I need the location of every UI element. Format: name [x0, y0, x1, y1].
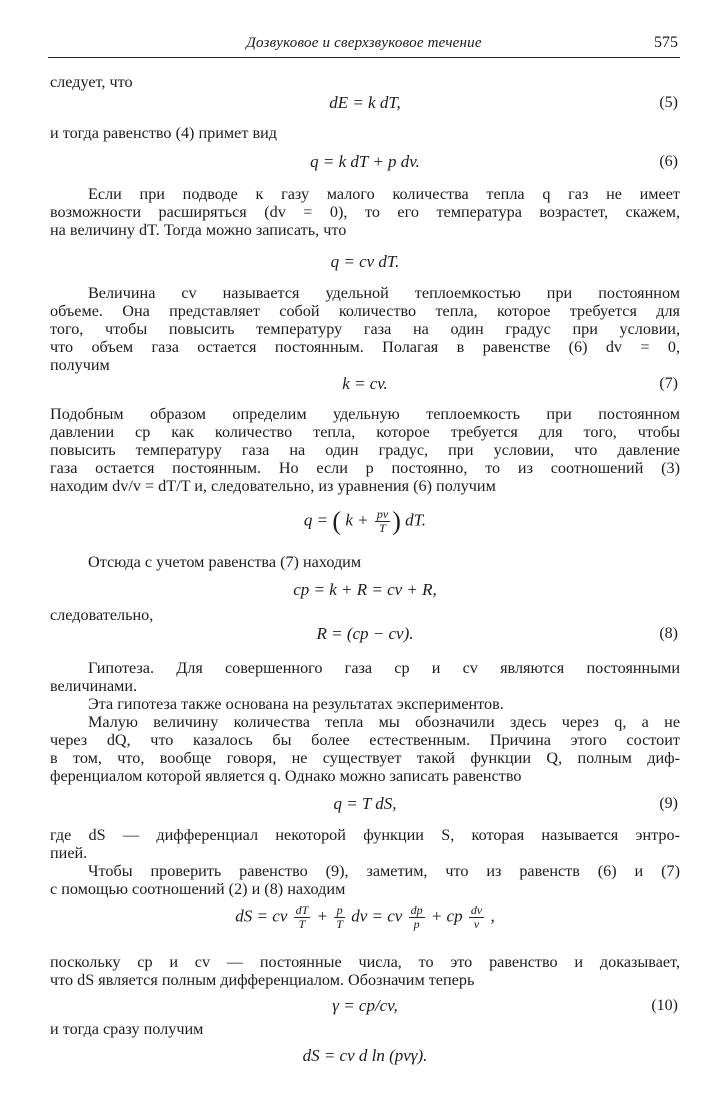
paragraph: [50, 284, 680, 374]
text-line: следует, что: [50, 73, 133, 91]
text-line: что объем газа остается постоянным. Полагая в равенстве (6) dv = 0,: [50, 338, 680, 356]
equation-8: [50, 622, 680, 648]
formula-part: +: [316, 906, 329, 926]
formula: cp = k + R = cv + R,: [293, 580, 437, 599]
text-line: [50, 73, 680, 91]
formula-part: dT.: [405, 510, 427, 530]
formula-part: dv = cv: [351, 906, 403, 926]
paragraph: [50, 826, 680, 862]
equation-last: [50, 1044, 680, 1070]
text-line: Чтобы проверить равенство (9), заметим, что из равенств (6) и (7): [88, 862, 680, 880]
formula: [50, 508, 680, 535]
numerator: p: [334, 904, 345, 918]
text-line: величинами.: [50, 677, 138, 695]
text-line: Малую величину количества тепла мы обозначили здесь через q, а не: [88, 713, 680, 731]
formula-part: + cp: [430, 906, 463, 926]
fraction: [294, 904, 311, 931]
formula-part: ,: [490, 906, 495, 926]
paren-open: (: [332, 506, 342, 536]
denominator: p: [413, 917, 420, 931]
paren-close: ): [392, 506, 401, 536]
formula: dS = cv d ln (pvγ).: [302, 1046, 428, 1065]
text-line: где dS — дифференциал некоторой функции S, которая называется энтро-: [50, 826, 680, 844]
text-line: Эта гипотеза также основана на результатах экспериментов.: [88, 695, 504, 713]
numerator: dT: [295, 903, 309, 917]
formula-part: dS = cv: [235, 906, 288, 926]
equation-ds: [50, 898, 680, 938]
denominator: T: [336, 917, 343, 931]
denominator: T: [379, 521, 386, 535]
paragraph: [50, 659, 680, 695]
formula: q = k dT + p dv.: [310, 152, 420, 171]
text-line: Величина cv называется удельной теплоемкостью при постоянном: [88, 284, 680, 302]
text-line: с помощью соотношений (2) и (8) находим: [50, 880, 346, 898]
numerator: dv: [470, 903, 483, 917]
text-line: давлении cp как количество тепла, которое требуется для того, чтобы: [50, 423, 680, 441]
equation-7: [50, 372, 680, 398]
equation-number: (5): [659, 94, 678, 111]
fraction: [334, 904, 345, 931]
text-line: повысить температуру газа на один градус, при условии, что давление: [50, 441, 680, 459]
text-line: находим dv/v = dT/T и, следовательно, из уравнения (6) получим: [50, 477, 496, 495]
paragraph: [50, 405, 680, 495]
text-line: ференциалом которой является q. Однако можно записать равенство: [50, 767, 522, 785]
equation-cv: [50, 250, 680, 276]
paragraph: [50, 553, 680, 571]
denominator: T: [298, 917, 306, 931]
paragraph: [50, 185, 680, 239]
formula-part: q =: [303, 510, 333, 530]
numerator: dp: [410, 903, 423, 917]
equation-9: [50, 792, 680, 818]
formula: R = (cp − cv).: [316, 624, 414, 643]
running-title: Дозвуковое и сверхзвуковое течение: [246, 35, 482, 51]
page-number: 575: [654, 34, 678, 51]
paragraph: [50, 713, 680, 785]
equation-number: (9): [659, 795, 678, 812]
text-line: объеме. Она представляет собой количество тепла, которое требуется для: [50, 302, 680, 320]
text-line: поскольку cp и cv — постоянные числа, то это равенство и доказывает,: [50, 953, 680, 971]
formula: q = T dS,: [333, 794, 397, 813]
text-line: на величину dT. Тогда можно записать, что: [50, 221, 347, 239]
text-line: и тогда равенство (4) примет вид: [50, 124, 278, 142]
equation-cp: [50, 578, 680, 604]
equation-6: [50, 150, 680, 176]
equation-q-cp: [50, 502, 680, 542]
formula: dE = k dT,: [329, 93, 401, 112]
fraction: [375, 508, 390, 535]
formula: q = cv dT.: [330, 252, 400, 271]
text-line: пией.: [50, 844, 88, 862]
formula-part: k +: [345, 510, 369, 530]
equation-number: (7): [659, 375, 678, 392]
text-line: возможности расширяться (dv = 0), то его температура возрастет, скажем,: [50, 203, 680, 221]
text-line: Гипотеза. Для совершенного газа cp и cv являются постоянными: [88, 659, 680, 677]
text-line: того, чтобы повысить температуру газа на один градус при условии,: [50, 320, 680, 338]
equation-5: [50, 91, 680, 117]
denominator: v: [473, 917, 480, 931]
text-line: в том, что, вообще говоря, не существует такой функции Q, полным диф-: [50, 749, 680, 767]
paragraph: [50, 695, 680, 713]
text-line: Отсюда с учетом равенства (7) находим: [88, 553, 362, 571]
formula: k = cv.: [342, 374, 388, 393]
formula: [50, 904, 680, 931]
text-line: через dQ, что казалось бы более естественным. Причина этого состоит: [50, 731, 680, 749]
text-line: [50, 124, 680, 142]
fraction: [409, 904, 425, 931]
numerator: pv: [376, 507, 389, 521]
paragraph: [50, 1020, 680, 1038]
text-line: получим: [50, 356, 110, 374]
equation-number: (10): [651, 997, 678, 1014]
paragraph: [50, 953, 680, 989]
text-line: Если при подводе к газу малого количества тепла q газ не имеет: [88, 185, 680, 203]
text-line: что dS является полным дифференциалом. Обозначим теперь: [50, 971, 475, 989]
page-header: [48, 33, 680, 58]
fraction: [469, 904, 484, 931]
paragraph: [50, 862, 680, 898]
equation-10: [50, 994, 680, 1020]
text-line: следовательно,: [50, 606, 154, 624]
equation-number: (6): [659, 153, 678, 170]
text-line: и тогда сразу получим: [50, 1020, 204, 1038]
equation-number: (8): [659, 625, 678, 642]
text-line: газа остается постоянным. Но если p постоянно, то из соотношений (3): [50, 459, 680, 477]
formula: γ = cp/cv,: [332, 996, 398, 1015]
text-line: Подобным образом определим удельную теплоемкость при постоянном: [50, 405, 680, 423]
